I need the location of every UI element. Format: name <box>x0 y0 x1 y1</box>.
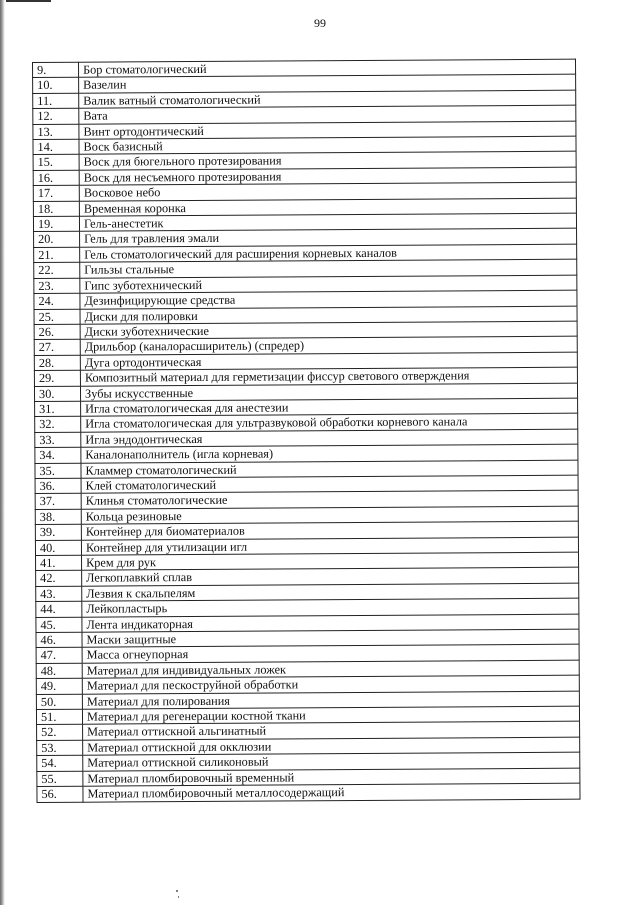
row-number: 19. <box>33 216 79 232</box>
scan-speck <box>176 890 178 892</box>
item-name: Винт ортодонтический <box>79 121 576 139</box>
row-number: 12. <box>33 108 79 124</box>
row-number: 39. <box>35 524 81 540</box>
item-name: Контейнер для биоматериалов <box>81 521 578 539</box>
item-name: Масса огнеупорная <box>82 645 579 663</box>
row-number: 43. <box>36 586 82 602</box>
supplies-table <box>32 59 581 803</box>
item-name: Зубы искусственные <box>80 383 577 401</box>
item-name: Дрильбор (каналорасширитель) (спредер) <box>80 336 577 354</box>
item-name: Контейнер для утилизации игл <box>81 537 578 555</box>
row-number: 23. <box>34 278 80 294</box>
row-number: 38. <box>35 509 81 525</box>
row-number: 53. <box>37 740 83 756</box>
item-name: Диски зуботехнические <box>80 321 577 339</box>
item-name: Кламмер стоматологический <box>81 460 578 478</box>
item-name: Гипс зуботехнический <box>80 275 577 293</box>
row-number: 48. <box>36 663 82 679</box>
item-name: Валик ватный стоматологический <box>79 90 576 108</box>
row-number: 52. <box>37 725 83 741</box>
row-number: 21. <box>34 247 80 263</box>
row-number: 20. <box>34 232 80 248</box>
item-name: Бор стоматологический <box>79 59 576 77</box>
row-number: 17. <box>33 185 79 201</box>
item-name: Гель для травления эмали <box>80 229 577 247</box>
row-number: 54. <box>37 755 83 771</box>
item-name: Материал для полирования <box>82 691 579 709</box>
row-number: 51. <box>36 709 82 725</box>
item-name: Игла стоматологическая для ультразвуковой обработки корневого канала <box>81 414 578 432</box>
item-name: Материал для регенерации костной ткани <box>82 706 579 724</box>
item-name: Вазелин <box>79 75 576 93</box>
item-name: Диски для полировки <box>80 306 577 324</box>
row-number: 50. <box>36 694 82 710</box>
item-name: Маски защитные <box>82 629 579 647</box>
item-name: Материал пломбировочный металлосодержащий <box>83 783 580 801</box>
row-number: 36. <box>35 478 81 494</box>
item-name: Вата <box>79 105 576 123</box>
item-name: Гильзы стальные <box>80 259 577 277</box>
page-number: 99 <box>314 16 326 30</box>
row-number: 27. <box>34 340 80 356</box>
item-name: Крем для рук <box>82 552 579 570</box>
row-number: 16. <box>33 170 79 186</box>
item-name: Материал оттискной для окклюзии <box>83 737 580 755</box>
item-name: Гель-анестетик <box>79 213 576 231</box>
row-number: 49. <box>36 678 82 694</box>
item-name: Игла эндодонтическая <box>81 429 578 447</box>
item-name: Восковое небо <box>79 182 576 200</box>
row-number: 45. <box>36 617 82 633</box>
item-name: Воск базисный <box>79 136 576 154</box>
row-number: 30. <box>34 386 80 402</box>
item-name: Временная коронка <box>79 198 576 216</box>
row-number: 44. <box>36 601 82 617</box>
row-number: 31. <box>35 401 81 417</box>
row-number: 15. <box>33 155 79 171</box>
item-name: Материал оттискной силиконовый <box>83 752 580 770</box>
row-number: 28. <box>34 355 80 371</box>
scan-edge <box>0 0 5 905</box>
item-name: Лента индикаторная <box>82 614 579 632</box>
row-number: 42. <box>36 571 82 587</box>
row-number: 26. <box>34 324 80 340</box>
row-number: 55. <box>37 771 83 787</box>
row-number: 33. <box>35 432 81 448</box>
item-name: Материал для индивидуальных ложек <box>82 660 579 678</box>
item-name: Каналонаполнитель (игла корневая) <box>81 444 578 462</box>
item-name: Воск для бюгельного протезирования <box>79 152 576 170</box>
item-name: Кольца резиновые <box>81 506 578 524</box>
item-name: Композитный материал для герметизации фиссур светового отверждения <box>80 367 577 385</box>
row-number: 41. <box>36 555 82 571</box>
item-name: Материал пломбировочный временный <box>83 768 580 786</box>
item-name: Лезвия к скальпелям <box>82 583 579 601</box>
item-name: Материал для пескоструйной обработки <box>82 675 579 693</box>
row-number: 29. <box>34 370 80 386</box>
row-number: 10. <box>33 78 79 94</box>
item-name: Гель стоматологический для расширения корневых каналов <box>80 244 577 262</box>
item-name: Клей стоматологический <box>81 475 578 493</box>
row-number: 34. <box>35 447 81 463</box>
header-rule <box>6 0 51 2</box>
item-name: Клинья стоматологические <box>81 491 578 509</box>
row-number: 18. <box>33 201 79 217</box>
row-number: 25. <box>34 309 80 325</box>
row-number: 24. <box>34 293 80 309</box>
item-name: Воск для несъемного протезирования <box>79 167 576 185</box>
row-number: 32. <box>35 417 81 433</box>
scan-speck <box>178 896 179 898</box>
row-number: 13. <box>33 124 79 140</box>
row-number: 40. <box>35 540 81 556</box>
item-name: Лейкопластырь <box>82 598 579 616</box>
row-number: 14. <box>33 139 79 155</box>
row-number: 37. <box>35 494 81 510</box>
item-name: Игла стоматологическая для анестезии <box>81 398 578 416</box>
table-row <box>37 783 580 802</box>
row-number: 47. <box>36 648 82 664</box>
row-number: 11. <box>33 93 79 109</box>
item-name: Легкоплавкий сплав <box>82 568 579 586</box>
row-number: 46. <box>36 632 82 648</box>
supplies-table-body <box>33 59 581 802</box>
row-number: 22. <box>34 262 80 278</box>
item-name: Дезинфицирующие средства <box>80 290 577 308</box>
item-name: Дуга ортодонтическая <box>80 352 577 370</box>
row-number: 56. <box>37 786 83 802</box>
row-number: 35. <box>35 463 81 479</box>
row-number: 9. <box>33 62 79 78</box>
item-name: Материал оттискной альгинатный <box>83 722 580 740</box>
